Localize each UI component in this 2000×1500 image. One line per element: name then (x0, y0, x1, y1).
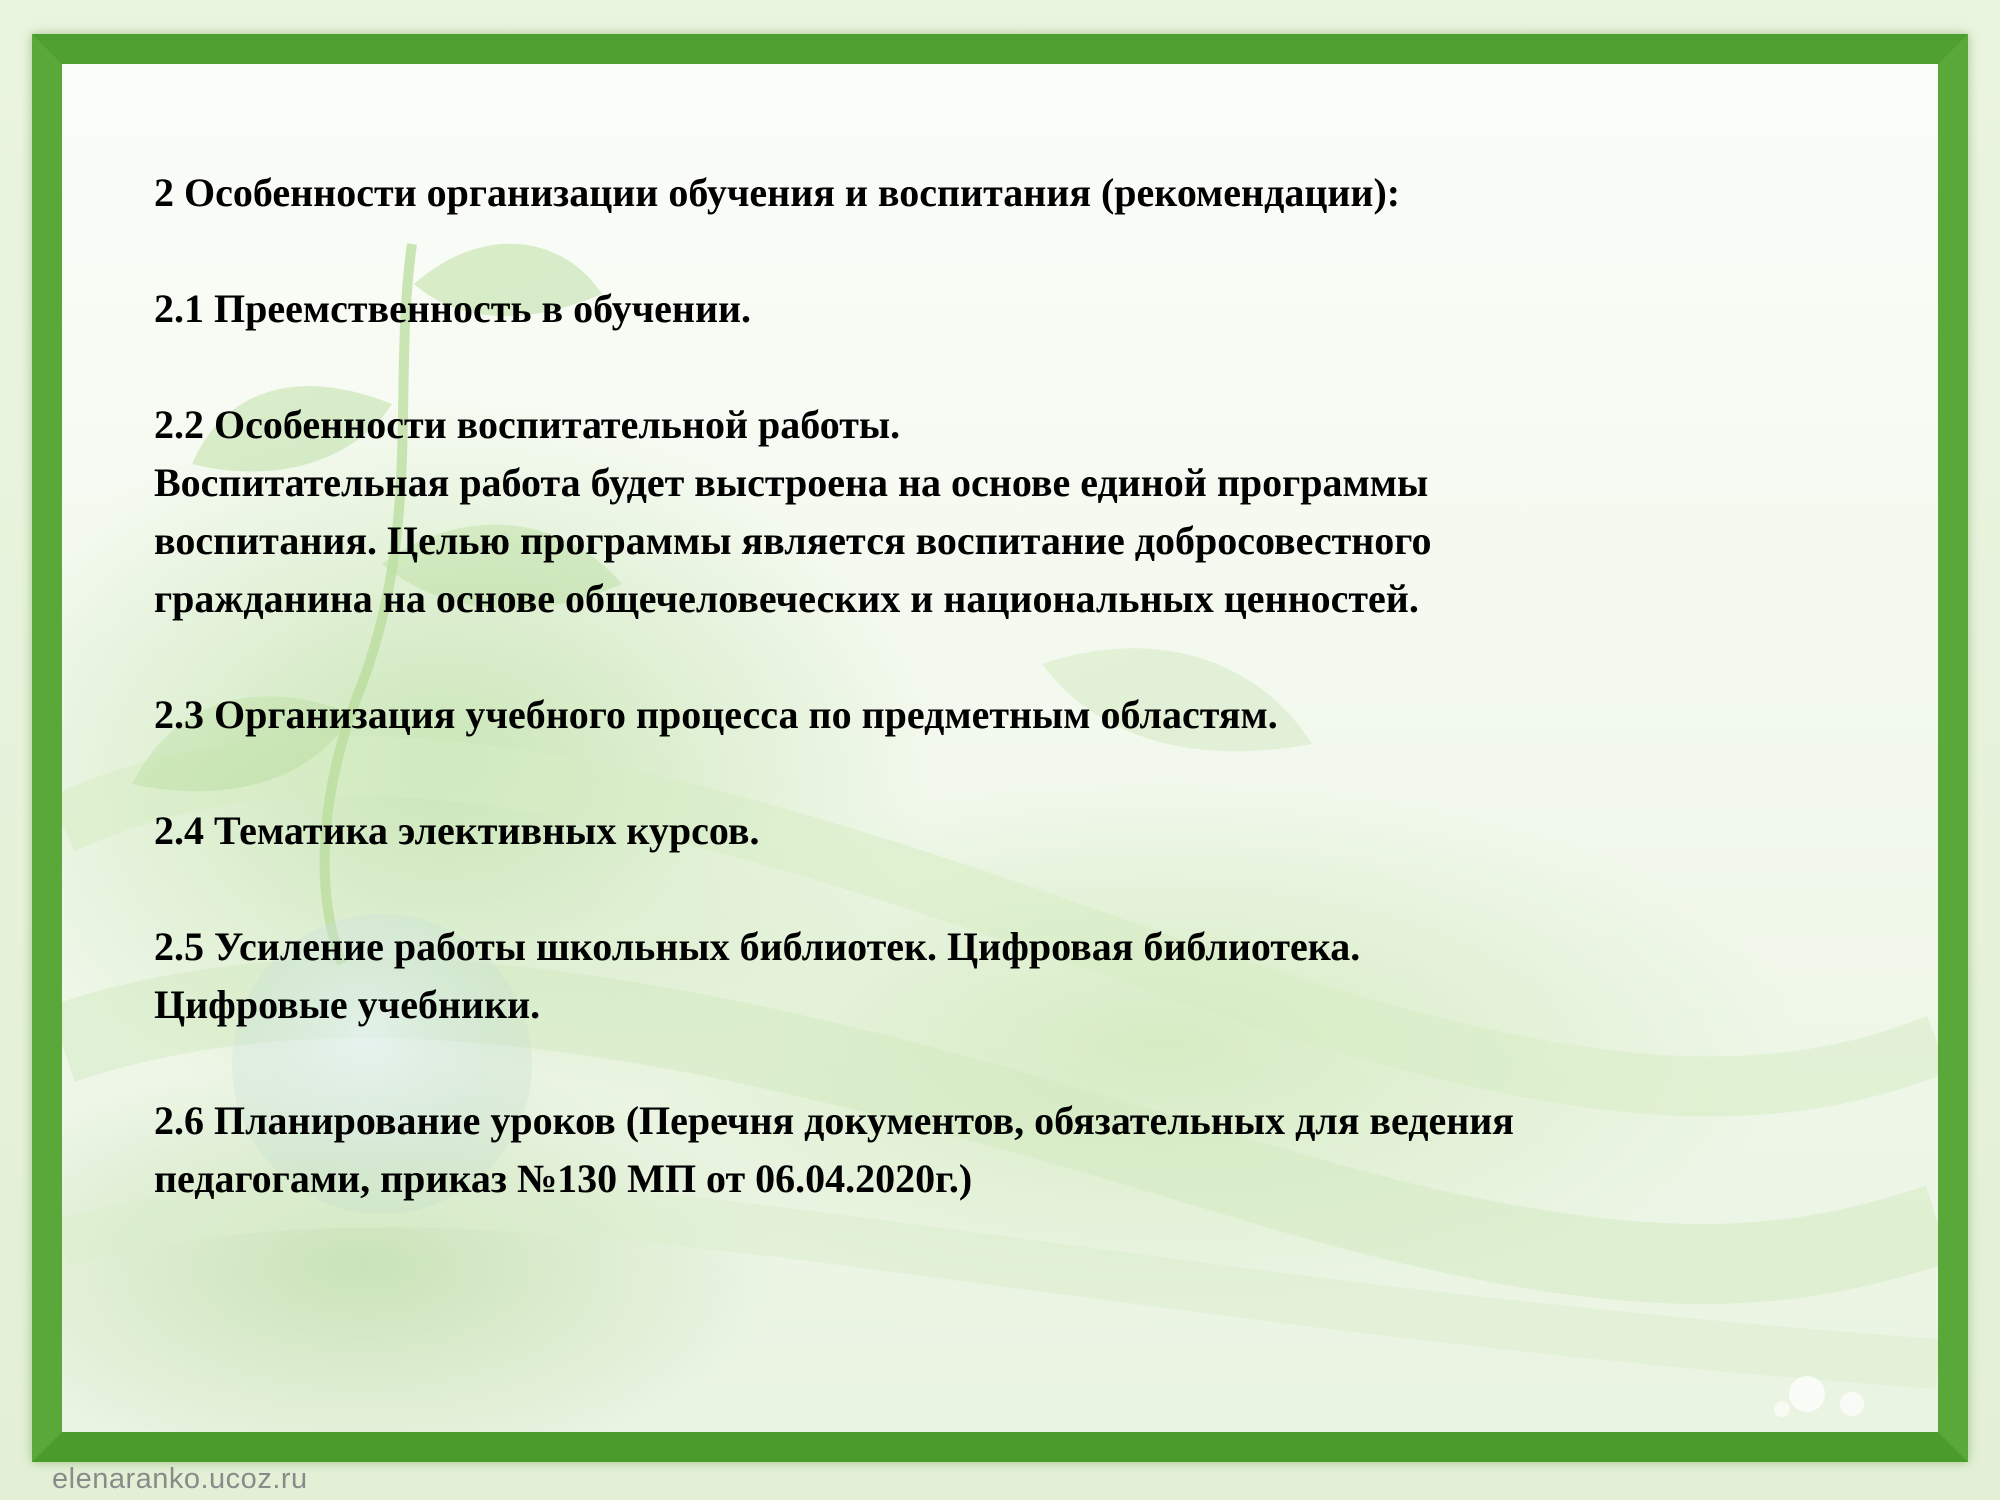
slide-content (154, 164, 1854, 1208)
section-body-line: Цифровые учебники. (154, 982, 541, 1027)
slide-background (62, 64, 1938, 1432)
section-body-line: Воспитательная работа будет выстроена на основе единой программы (154, 460, 1429, 505)
section-title-2-2: 2.2 Особенности воспитательной работы. (154, 402, 901, 447)
section-title-2-6: 2.6 Планирование уроков (Перечня документов, обязательных для ведения (154, 1098, 1514, 1143)
section-title-2-3: 2.3 Организация учебного процесса по предметным областям. (154, 692, 1278, 737)
green-frame (32, 34, 1968, 1462)
section-title-2-4: 2.4 Тематика элективных курсов. (154, 808, 760, 853)
section-title-2-1: 2.1 Преемственность в обучении. (154, 286, 752, 331)
section-body-line: воспитания. Целью программы является воспитание добросовестного (154, 518, 1432, 563)
section-title-2-5: 2.5 Усиление работы школьных библиотек. Цифровая библиотека. (154, 924, 1361, 969)
section-body-line: гражданина на основе общечеловеческих и национальных ценностей. (154, 576, 1419, 621)
site-watermark: elenaranko.ucoz.ru (52, 1463, 308, 1495)
slide-heading: 2 Особенности организации обучения и воспитания (рекомендации): (154, 170, 1401, 215)
section-body-line: педагогами, приказ №130 МП от 06.04.2020г.) (154, 1156, 973, 1201)
